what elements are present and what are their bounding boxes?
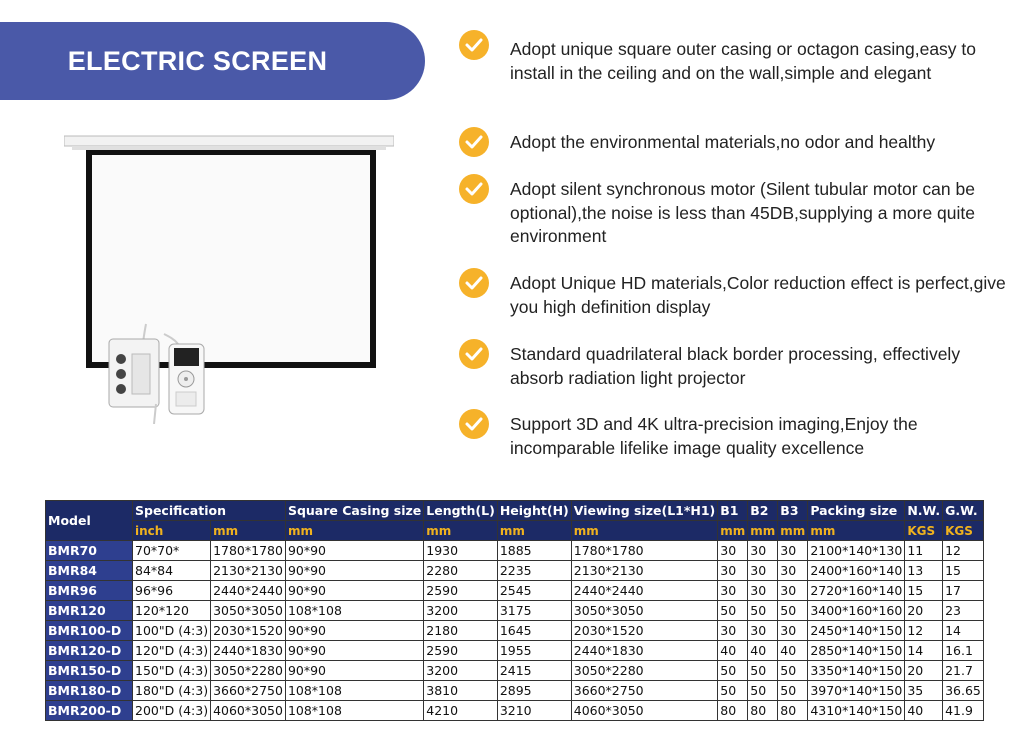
table-cell: 90*90 xyxy=(285,561,423,581)
table-cell: 3210 xyxy=(497,701,571,721)
table-cell: 2545 xyxy=(497,581,571,601)
model-cell: BMR84 xyxy=(46,561,133,581)
table-cell: 50 xyxy=(748,681,778,701)
model-cell: BMR200-D xyxy=(46,701,133,721)
table-header-row xyxy=(46,501,984,521)
page-title: ELECTRIC SCREEN xyxy=(67,45,328,76)
table-cell: 3660*2750 xyxy=(571,681,718,701)
table-cell: 40 xyxy=(778,641,808,661)
check-icon xyxy=(459,409,489,439)
table-cell: 17 xyxy=(943,581,984,601)
table-cell: 2440*2440 xyxy=(211,581,286,601)
check-icon xyxy=(459,174,489,204)
table-cell: 2720*160*140 xyxy=(808,581,905,601)
table-cell: 70*70* xyxy=(133,541,211,561)
unit-header: KGS xyxy=(905,521,943,541)
table-cell: 40 xyxy=(718,641,748,661)
table-cell: 108*108 xyxy=(285,601,423,621)
table-cell: 30 xyxy=(778,621,808,641)
table-cell: 2450*140*150 xyxy=(808,621,905,641)
spec-table xyxy=(45,500,984,721)
column-header: B3 xyxy=(778,501,808,521)
unit-header: mm xyxy=(497,521,571,541)
table-cell: 36.65 xyxy=(943,681,984,701)
table-cell: 2235 xyxy=(497,561,571,581)
table-cell: 50 xyxy=(718,681,748,701)
table-cell: 35 xyxy=(905,681,943,701)
table-cell: 30 xyxy=(748,621,778,641)
unit-header: mm xyxy=(424,521,498,541)
electric-screen-image xyxy=(64,134,394,424)
model-cell: BMR180-D xyxy=(46,681,133,701)
column-header: Viewing size(L1*H1) xyxy=(571,501,718,521)
feature-text: Standard quadrilateral black border processing, effectively absorb radiation light projector xyxy=(510,344,961,388)
table-cell: 50 xyxy=(718,601,748,621)
table-cell: 80 xyxy=(778,701,808,721)
table-cell: 2030*1520 xyxy=(211,621,286,641)
check-icon xyxy=(459,30,489,60)
table-cell: 14 xyxy=(905,641,943,661)
table-cell: 13 xyxy=(905,561,943,581)
table-cell: 2400*160*140 xyxy=(808,561,905,581)
model-cell: BMR96 xyxy=(46,581,133,601)
table-cell: 3050*3050 xyxy=(571,601,718,621)
table-cell: 20 xyxy=(905,661,943,681)
table-row xyxy=(46,561,984,581)
table-cell: 4310*140*150 xyxy=(808,701,905,721)
table-cell: 12 xyxy=(943,541,984,561)
table-cell: 40 xyxy=(748,641,778,661)
table-cell: 80 xyxy=(718,701,748,721)
unit-header: mm xyxy=(718,521,748,541)
table-cell: 23 xyxy=(943,601,984,621)
table-cell: 1780*1780 xyxy=(571,541,718,561)
table-cell: 108*108 xyxy=(285,701,423,721)
table-cell: 30 xyxy=(748,541,778,561)
table-cell: 3810 xyxy=(424,681,498,701)
table-cell: 1930 xyxy=(424,541,498,561)
table-cell: 2130*2130 xyxy=(211,561,286,581)
unit-header: KGS xyxy=(943,521,984,541)
table-cell: 4060*3050 xyxy=(571,701,718,721)
column-header: Square Casing size xyxy=(285,501,423,521)
table-cell: 96*96 xyxy=(133,581,211,601)
column-header: Packing size xyxy=(808,501,905,521)
table-cell: 80 xyxy=(748,701,778,721)
table-cell: 180"D (4:3) xyxy=(133,681,211,701)
table-cell: 3660*2750 xyxy=(211,681,286,701)
table-row xyxy=(46,541,984,561)
table-row xyxy=(46,581,984,601)
column-header: B2 xyxy=(748,501,778,521)
table-cell: 90*90 xyxy=(285,661,423,681)
table-row xyxy=(46,621,984,641)
table-cell: 90*90 xyxy=(285,641,423,661)
table-cell: 2590 xyxy=(424,581,498,601)
check-icon xyxy=(459,339,489,369)
unit-header: mm xyxy=(285,521,423,541)
table-cell: 3400*160*160 xyxy=(808,601,905,621)
table-cell: 3970*140*150 xyxy=(808,681,905,701)
table-cell: 2415 xyxy=(497,661,571,681)
table-cell: 50 xyxy=(778,601,808,621)
table-cell: 2440*2440 xyxy=(571,581,718,601)
table-row xyxy=(46,701,984,721)
table-cell: 108*108 xyxy=(285,681,423,701)
table-cell: 1885 xyxy=(497,541,571,561)
table-cell: 3175 xyxy=(497,601,571,621)
table-cell: 2440*1830 xyxy=(571,641,718,661)
model-cell: BMR120-D xyxy=(46,641,133,661)
table-cell: 2100*140*130 xyxy=(808,541,905,561)
table-cell: 3350*140*150 xyxy=(808,661,905,681)
table-cell: 2850*140*150 xyxy=(808,641,905,661)
table-cell: 11 xyxy=(905,541,943,561)
table-cell: 3050*2280 xyxy=(211,661,286,681)
table-row xyxy=(46,661,984,681)
unit-header: mm xyxy=(808,521,905,541)
title-banner xyxy=(0,22,425,100)
model-cell: BMR100-D xyxy=(46,621,133,641)
table-cell: 1955 xyxy=(497,641,571,661)
table-cell: 50 xyxy=(748,661,778,681)
table-cell: 120*120 xyxy=(133,601,211,621)
table-cell: 15 xyxy=(943,561,984,581)
table-cell: 30 xyxy=(778,581,808,601)
table-cell: 90*90 xyxy=(285,621,423,641)
table-cell: 30 xyxy=(718,541,748,561)
feature-text: Adopt unique square outer casing or octagon casing,easy to install in the ceiling and on the wall,simple and elegant xyxy=(510,39,977,83)
table-cell: 50 xyxy=(778,661,808,681)
table-cell: 30 xyxy=(718,561,748,581)
table-cell: 16.1 xyxy=(943,641,984,661)
table-cell: 1780*1780 xyxy=(211,541,286,561)
table-cell: 2280 xyxy=(424,561,498,581)
feature-text: Adopt the environmental materials,no odor and healthy xyxy=(510,132,936,152)
table-cell: 3050*2280 xyxy=(571,661,718,681)
column-header: N.W. xyxy=(905,501,943,521)
unit-header: inch xyxy=(133,521,211,541)
table-cell: 50 xyxy=(748,601,778,621)
check-icon xyxy=(459,268,489,298)
table-cell: 2180 xyxy=(424,621,498,641)
feature-text: Adopt silent synchronous motor (Silent tubular motor can be optional),the noise is less than 45DB,supplying a more quite environment xyxy=(510,179,975,246)
table-cell: 41.9 xyxy=(943,701,984,721)
model-cell: BMR120 xyxy=(46,601,133,621)
table-cell: 50 xyxy=(778,681,808,701)
table-row xyxy=(46,601,984,621)
model-cell: BMR70 xyxy=(46,541,133,561)
table-row xyxy=(46,641,984,661)
table-cell: 1645 xyxy=(497,621,571,641)
feature-text: Support 3D and 4K ultra-precision imaging,Enjoy the incomparable lifelike image quality excellence xyxy=(510,414,918,458)
table-cell: 15 xyxy=(905,581,943,601)
table-cell: 4060*3050 xyxy=(211,701,286,721)
table-cell: 14 xyxy=(943,621,984,641)
table-cell: 84*84 xyxy=(133,561,211,581)
model-cell: BMR150-D xyxy=(46,661,133,681)
table-cell: 2895 xyxy=(497,681,571,701)
spec-table-body xyxy=(46,541,984,721)
column-header: Height(H) xyxy=(497,501,571,521)
table-cell: 12 xyxy=(905,621,943,641)
table-cell: 50 xyxy=(718,661,748,681)
table-cell: 90*90 xyxy=(285,541,423,561)
table-cell: 2440*1830 xyxy=(211,641,286,661)
table-cell: 2030*1520 xyxy=(571,621,718,641)
table-cell: 2130*2130 xyxy=(571,561,718,581)
table-cell: 200"D (4:3) xyxy=(133,701,211,721)
table-cell: 30 xyxy=(748,561,778,581)
check-icon xyxy=(459,127,489,157)
table-cell: 120"D (4:3) xyxy=(133,641,211,661)
column-header: Specification xyxy=(133,501,286,521)
table-cell: 40 xyxy=(905,701,943,721)
model-header: Model xyxy=(46,501,133,541)
table-cell: 90*90 xyxy=(285,581,423,601)
table-cell: 4210 xyxy=(424,701,498,721)
unit-header: mm xyxy=(211,521,286,541)
table-cell: 2590 xyxy=(424,641,498,661)
table-row xyxy=(46,681,984,701)
unit-header: mm xyxy=(748,521,778,541)
table-cell: 30 xyxy=(778,541,808,561)
unit-header: mm xyxy=(778,521,808,541)
table-cell: 20 xyxy=(905,601,943,621)
table-cell: 100"D (4:3) xyxy=(133,621,211,641)
table-cell: 30 xyxy=(718,581,748,601)
unit-header-row xyxy=(46,521,984,541)
feature-text: Adopt Unique HD materials,Color reduction effect is perfect,give you high definition display xyxy=(510,273,1006,317)
table-cell: 3200 xyxy=(424,661,498,681)
table-cell: 150"D (4:3) xyxy=(133,661,211,681)
column-header: Length(L) xyxy=(424,501,498,521)
table-cell: 30 xyxy=(748,581,778,601)
column-header: G.W. xyxy=(943,501,984,521)
unit-header: mm xyxy=(571,521,718,541)
column-header: B1 xyxy=(718,501,748,521)
table-cell: 30 xyxy=(778,561,808,581)
table-cell: 3200 xyxy=(424,601,498,621)
table-cell: 21.7 xyxy=(943,661,984,681)
table-cell: 30 xyxy=(718,621,748,641)
table-cell: 3050*3050 xyxy=(211,601,286,621)
